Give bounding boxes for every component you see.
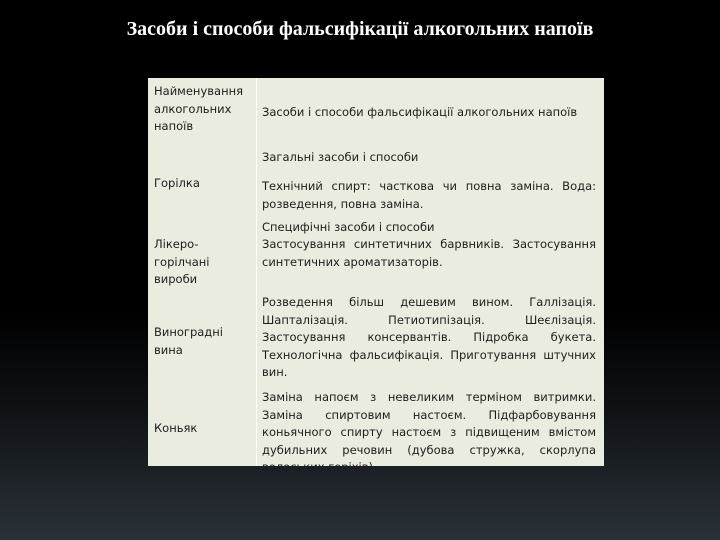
row-cognac-name: Коньяк (154, 421, 198, 435)
column-divider (256, 78, 257, 466)
section-specific-methods: Специфічні засоби і способи (262, 220, 435, 234)
header-drink-name: Найменування алкогольних напоїв (154, 84, 244, 133)
row-vodka-methods: Технічний спирт: часткова чи повна заміна. Вода: розведення, повна заміна. (262, 179, 596, 211)
row-vodka-name: Горілка (154, 176, 200, 190)
row-liqueur-name: Лікеро-горілчані вироби (154, 237, 210, 286)
slide-title: Засоби і способи фальсифікації алкогольних напоїв (126, 18, 594, 40)
section-general-methods: Загальні засоби і способи (262, 150, 419, 164)
header-methods: Засоби і способи фальсифікації алкогольних напоїв (262, 105, 578, 119)
row-cognac-methods: Заміна напоєм з невеликим терміном витримки. Заміна спиртовим настоєм. Підфарбовування коньячного спирту настоєм з підвищеним вмістом дубильних речовин (дубова стружка, скорлупа волоських горіхів). (262, 390, 596, 474)
falsification-table (148, 78, 604, 474)
row-wine-methods: Розведення більш дешевим вином. Галлізація. Шапталізація. Петиотипізація. Шеєлізація. Застосування консервантів. Підробка букета. Технологічна фальсифікація. Приготування штучних вин. (262, 295, 596, 379)
row-liqueur-methods: Застосування синтетичних барвників. Застосування синтетичних ароматизаторів. (262, 237, 596, 269)
row-wine-name: Виноградні вина (154, 325, 223, 357)
